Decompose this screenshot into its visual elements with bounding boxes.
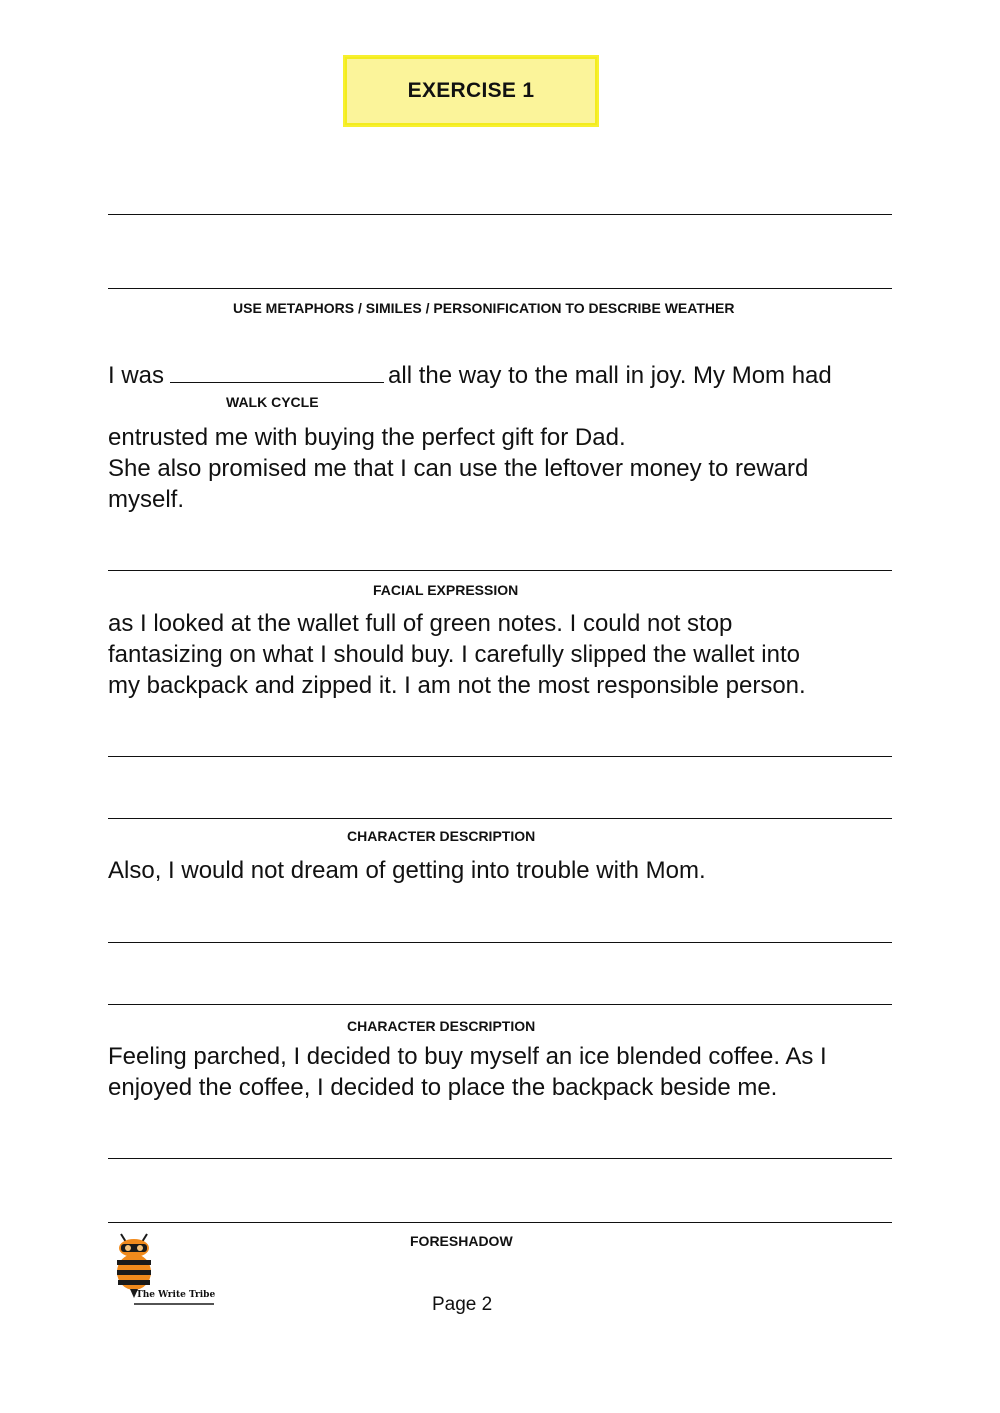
paragraph-1-line-3: She also promised me that I can use the leftover money to reward: [108, 455, 809, 482]
weather-prompt-label: USE METAPHORS / SIMILES / PERSONIFICATION TO DESCRIBE WEATHER: [233, 300, 735, 316]
paragraph-2-line-1: as I looked at the wallet full of green notes. I could not stop: [108, 610, 733, 637]
walk-cycle-blank[interactable]: [170, 362, 384, 383]
paragraph-2-line-3: my backpack and zipped it. I am not the most responsible person.: [108, 672, 806, 699]
exercise-title: EXERCISE 1: [407, 79, 535, 102]
paragraph-3: [108, 855, 908, 886]
answer-line-5[interactable]: [108, 818, 892, 819]
answer-line-3[interactable]: [108, 570, 892, 571]
paragraph-3-line-1: Also, I would not dream of getting into trouble with Mom.: [108, 857, 706, 884]
paragraph-1-line-1: I was all the way to the mall in joy. My Mom had: [108, 362, 832, 389]
answer-line-6[interactable]: [108, 942, 892, 943]
paragraph-1: [108, 360, 908, 391]
paragraph-4-line-1: Feeling parched, I decided to buy myself an ice blended coffee. As I: [108, 1043, 827, 1070]
answer-line-8[interactable]: [108, 1158, 892, 1159]
paragraph-1-continued: [108, 422, 908, 515]
paragraph-2-line-2: fantasizing on what I should buy. I carefully slipped the wallet into: [108, 641, 800, 668]
exercise-title-box: [344, 56, 598, 126]
logo-text: The Write Tribe: [136, 1290, 216, 1300]
answer-line-9[interactable]: [108, 1222, 892, 1223]
foreshadow-label: FORESHADOW: [410, 1233, 513, 1249]
page-number: Page 2: [432, 1294, 493, 1315]
answer-line-2[interactable]: [108, 288, 892, 289]
answer-line-7[interactable]: [108, 1004, 892, 1005]
paragraph-2: [108, 608, 908, 701]
write-tribe-logo: [112, 1232, 216, 1308]
character-description-label-2: CHARACTER DESCRIPTION: [347, 1018, 536, 1034]
paragraph-4: [108, 1041, 908, 1103]
paragraph-4-line-2: enjoyed the coffee, I decided to place the backpack beside me.: [108, 1074, 778, 1101]
facial-expression-label: FACIAL EXPRESSION: [373, 582, 519, 598]
walk-cycle-label: WALK CYCLE: [226, 394, 319, 410]
answer-line-4[interactable]: [108, 756, 892, 757]
paragraph-1-line-4: myself.: [108, 486, 185, 513]
paragraph-1-line-2: entrusted me with buying the perfect gift for Dad.: [108, 424, 626, 451]
character-description-label-1: CHARACTER DESCRIPTION: [347, 828, 536, 844]
answer-line-1[interactable]: [108, 214, 892, 215]
